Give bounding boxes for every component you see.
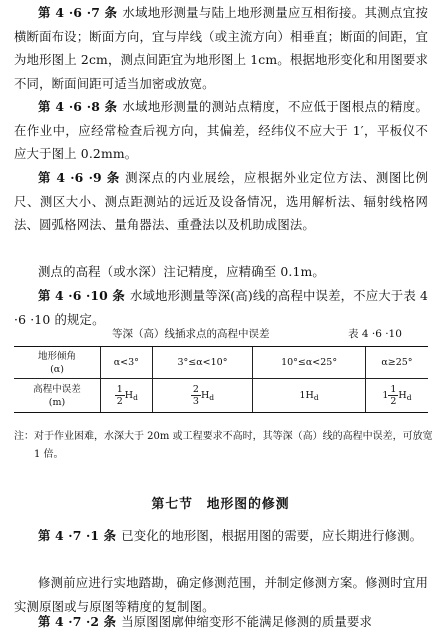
paragraph-4-6-10 bbox=[14, 284, 428, 331]
denominator: 2 bbox=[390, 396, 397, 407]
fraction bbox=[388, 384, 398, 407]
paragraph-4-7-2 bbox=[14, 610, 428, 634]
clause-number: 第 4 ·6 ·10 条 bbox=[38, 288, 125, 303]
subscript: d bbox=[406, 393, 412, 402]
symbol: H bbox=[200, 390, 210, 401]
table-cell: 10°≤α<25° bbox=[253, 347, 366, 379]
denominator: 2 bbox=[116, 396, 123, 407]
paragraph-4-6-9 bbox=[14, 166, 428, 237]
table-cell bbox=[253, 379, 366, 413]
clause-number: 第 4 ·7 ·1 条 bbox=[38, 528, 117, 543]
denominator: 3 bbox=[192, 396, 199, 407]
fraction bbox=[115, 384, 125, 407]
row-header-slope bbox=[14, 347, 101, 379]
paragraph-text: 水域地形测量的测站点精度，不应低于图根点的精度。在作业中，应经常检查后视方向，其偏差，经纬仪不应大于 1′，平板仪不应大于图上 0.2mm。 bbox=[14, 99, 428, 161]
symbol: H bbox=[124, 390, 134, 401]
table-number: 表 4 ·6 ·10 bbox=[348, 328, 402, 340]
table-title: 等深（高）线插求点的高程中误差 bbox=[112, 328, 270, 340]
section-heading: 第七节 地形图的修测 bbox=[151, 497, 290, 512]
row-header-line: 地形倾角 bbox=[37, 350, 76, 362]
table-note bbox=[14, 428, 434, 464]
row-header-line: 高程中误差 bbox=[33, 383, 81, 395]
clause-number: 第 4 ·6 ·8 条 bbox=[38, 99, 118, 114]
note-text: 对于作业困难，水深大于 20m 或工程要求不高时，其等深（高）线的高程中误差，可放宽 1 倍。 bbox=[34, 431, 433, 460]
note-label: 注： bbox=[14, 431, 34, 442]
table-cell bbox=[365, 379, 428, 413]
clause-number: 第 4 ·6 ·7 条 bbox=[38, 5, 118, 20]
table-row-error bbox=[14, 379, 428, 413]
numerator: 2 bbox=[192, 384, 199, 395]
symbol: H bbox=[398, 390, 407, 401]
table-cell bbox=[101, 379, 153, 413]
paragraph-text: 水域地形测量等深(高)线的高程中误差，不应大于表 4 ·6 ·10 的规定。 bbox=[14, 288, 429, 327]
integer-part: 1 bbox=[382, 390, 389, 401]
paragraph-text: 当原图图廓伸缩变形不能满足修测的质量要求 bbox=[121, 614, 372, 629]
paragraph-text: 测深点的内业展绘，应根据外业定位方法、测图比例尺、测区大小、测点距测站的远近及设备情况，选用解析法、辐射线格网法、圆弧格网法、量角器法、重叠法以及机助成图法。 bbox=[14, 170, 428, 232]
paragraph-depth-precision bbox=[14, 260, 428, 284]
clause-number: 第 4 ·7 ·2 条 bbox=[38, 614, 117, 629]
row-header-error bbox=[14, 379, 101, 413]
clause-number: 第 4 ·6 ·9 条 bbox=[38, 170, 121, 185]
paragraph-4-6-7 bbox=[14, 1, 428, 95]
paragraph-text: 水域地形测量与陆上地形测量应互相衔接。其测点宜按横断面布设；断面方向，宜与岸线（或主流方向）相垂直；断面的间距，宜为地形图上 2cm，测点间距宜为地形图上 1cm。根据地形变化和用图要求不同，断面间距可适当加密或放宽。 bbox=[14, 5, 428, 91]
numerator: 1 bbox=[116, 384, 123, 395]
symbol: 1H bbox=[299, 389, 314, 401]
fraction bbox=[191, 384, 201, 407]
paragraph-text: 已变化的地形图，根据用图的需要，应长期进行修测。 bbox=[121, 528, 423, 543]
paragraph-text: 测点的高程（或水深）注记精度，应精确至 0.1m。 bbox=[38, 264, 325, 279]
paragraph-4-6-8 bbox=[14, 95, 428, 166]
paragraph-4-7-1 bbox=[14, 524, 428, 548]
numerator: 1 bbox=[390, 384, 397, 395]
row-header-line: (α) bbox=[50, 363, 64, 375]
subscript: d bbox=[313, 392, 319, 402]
table-cell: α<3° bbox=[101, 347, 153, 379]
row-header-line: (m) bbox=[48, 396, 66, 408]
table-row-slope bbox=[14, 347, 428, 379]
elevation-error-table bbox=[14, 346, 428, 413]
paragraph-text: 修测前应进行实地踏勘，确定修测范围，并制定修测方案。修测时宜用实测原图或与原图等精度的复制图。 bbox=[14, 575, 428, 614]
table-cell bbox=[152, 379, 253, 413]
table-cell: 3°≤α<10° bbox=[152, 347, 253, 379]
subscript: d bbox=[209, 393, 215, 402]
table-cell: α≥25° bbox=[365, 347, 428, 379]
subscript: d bbox=[133, 393, 138, 402]
